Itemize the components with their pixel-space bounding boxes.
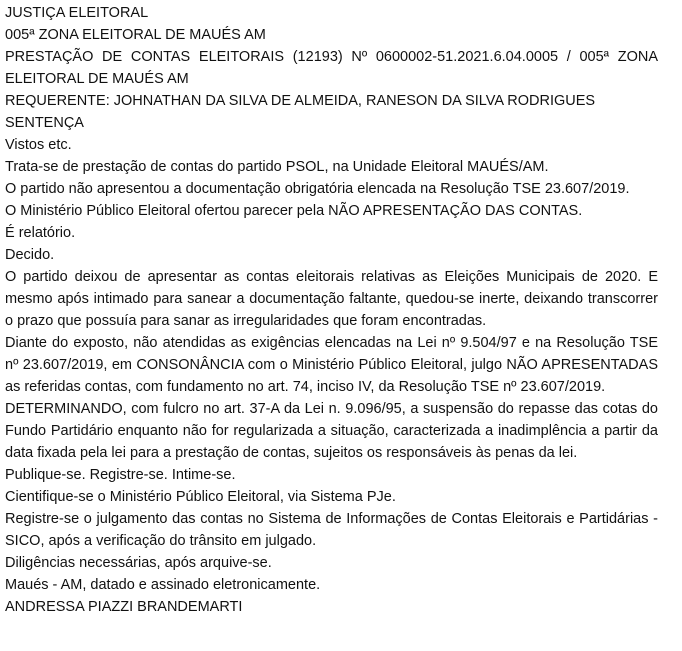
court-name: JUSTIÇA ELEITORAL — [5, 5, 149, 21]
paragraph-place-date: Maués - AM, datado e assinado eletronicamente. — [5, 577, 321, 593]
signature: ANDRESSA PIAZZI BRANDEMARTI — [5, 599, 243, 615]
paragraph-facts: O partido deixou de apresentar as contas eleitorais relativas as Eleições Municipais de 2020. E mesmo após intimado para sanear a documentação faltante, quedou-se inerte, deixando transcorrer o prazo que possuía para sanar as irregularidades que foram encontradas. — [5, 269, 658, 329]
paragraph-intro: Trata-se de prestação de contas do partido PSOL, na Unidade Eleitoral MAUÉS/AM. — [5, 159, 549, 175]
paragraph-documentation: O partido não apresentou a documentação obrigatória elencada na Resolução TSE 23.607/2019. — [5, 181, 630, 197]
paragraph-notify: Cientifique-se o Ministério Público Eleitoral, via Sistema PJe. — [5, 489, 396, 505]
paragraph-register: Registre-se o julgamento das contas no Sistema de Informações de Contas Eleitorais e Partidárias - SICO, após a verificação do trânsito em julgado. — [5, 511, 658, 549]
process-header: PRESTAÇÃO DE CONTAS ELEITORAIS (12193) Nº 0600002-51.2021.6.04.0005 / 005ª ZONA ELEITORAL DE MAUÉS AM — [5, 49, 658, 87]
paragraph-decision: Decido. — [5, 247, 55, 263]
document-type: SENTENÇA — [5, 115, 84, 131]
paragraph-determination: DETERMINANDO, com fulcro no art. 37-A da Lei n. 9.096/95, a suspensão do repasse das cotas do Fundo Partidário enquanto não for regularizada a situação, caracterizada a inadimplência a partir da data fixada pela lei para a prestação de contas, sujeitos os responsáveis às penas da lei. — [5, 401, 658, 461]
electoral-zone: 005ª ZONA ELEITORAL DE MAUÉS AM — [5, 27, 266, 43]
paragraph-vistos: Vistos etc. — [5, 137, 72, 153]
paragraph-prosecutor-opinion: O Ministério Público Eleitoral ofertou parecer pela NÃO APRESENTAÇÃO DAS CONTAS. — [5, 203, 583, 219]
paragraph-publish: Publique-se. Registre-se. Intime-se. — [5, 467, 236, 483]
paragraph-report: É relatório. — [5, 225, 76, 241]
applicant: REQUERENTE: JOHNATHAN DA SILVA DE ALMEIDA, RANESON DA SILVA RODRIGUES — [5, 93, 596, 109]
paragraph-archive: Diligências necessárias, após arquive-se. — [5, 555, 272, 571]
paragraph-judgment: Diante do exposto, não atendidas as exigências elencadas na Lei nº 9.504/97 e na Resolução TSE nº 23.607/2019, em CONSONÂNCIA com o Ministério Público Eleitoral, julgo NÃO APRESENTADAS as referidas contas, com fundamento no art. 74, inciso IV, da Resolução TSE nº 23.607/2019. — [5, 335, 658, 395]
